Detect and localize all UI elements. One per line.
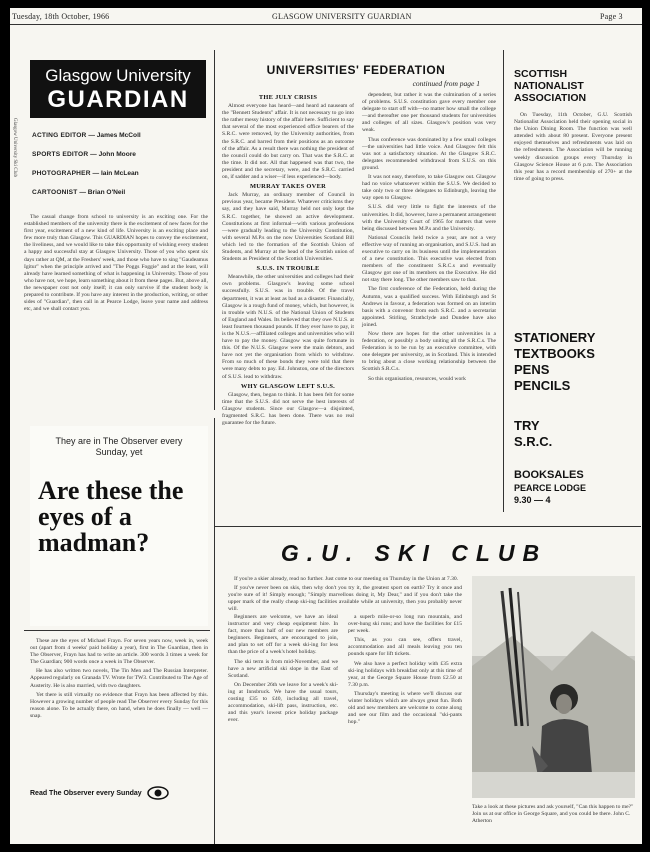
hours-label: 9.30 — 4 bbox=[514, 495, 551, 505]
ski-photo bbox=[472, 576, 635, 798]
observer-headline: Are these the eyes of a madman? bbox=[38, 476, 184, 557]
staff-role: PHOTOGRAPHER bbox=[32, 170, 91, 177]
ski-column-a bbox=[228, 614, 338, 842]
ski-paragraph: Beginners are welcome, we have an ideal instructor and very cheap equipment hire. In fact, more than half of our new members are beginners. Beginners, are encouraged to join, and plan to set off for a week ski-ing for less than the price of a week's hotel holiday. bbox=[228, 614, 338, 656]
column-divider bbox=[503, 50, 504, 512]
ski-paragraph: The ski term is from mid-November, and we have a new artificial ski slope in the East of Scotland. bbox=[228, 658, 338, 679]
article-subhead: WHY GLASGOW LEFT S.U.S. bbox=[240, 382, 336, 390]
try-line: S.R.C. bbox=[514, 434, 553, 449]
snp-title-line: SCOTTISH bbox=[514, 68, 568, 80]
editorial-paragraph: The casual change from school to university is an exciting one. For the established members of the university there is the excitement of new faces for the first year, excitement of a new kind of life. University is an exciting place and few more truly than Glasgow. This GUARDIAN hopes to convey the excitement, the liveliness, and we would like to take this opportunity of wishing every student a happy and successful stay at Glasgow University. Those of you who spent six days rather at QM, at the Freshers' week, and those who have to sing "Gaudeamus Igitur" when the principle arrived and "The Poggs Foggie" and at the least, will already have learned something of what is happening in University. Those of you who have not, we hope, learn something about it from these pages. But, above all, the newspaper cost not only itself; it can only survive if the student body is prepared to contribute. If you have any interest in the production, writing, or other sides of "Guardian", then call in at Pearce Lodge, leave your name and address etc, and we shall contact you. bbox=[24, 214, 208, 313]
lodge-label: PEARCE LODGE bbox=[514, 483, 587, 493]
uf-column-1 bbox=[222, 92, 354, 518]
article-paragraph: Jack Murray, an ordinary member of Council in previous year, became President. Whatever criticisms they say, and they have said, Murray held not only kept the S.R.C. together, he showed an active development. Constitutions at first informal—with various professions—were gradually leading to the University Constitution, with several M.P.s on the now Universities Scotland Bill which led to the formation of the Scottish Union of Students, and Murray at the head of the Scottish union of Students as President of the Scottish Universities. bbox=[222, 192, 354, 263]
observer-body bbox=[30, 638, 208, 782]
staff-entry: CARTOONIST — Brian O'Neil bbox=[32, 189, 126, 196]
observer-tagline: They are in The Observer every Sunday, yet bbox=[55, 436, 183, 457]
article-paragraph: Glasgow, then, began to think. It has been felt for some time that the S.U.S. did not serve the best interests of Glasgow students. Since our Glasgow—a disjointed, fragmented S.R.C. has been done. There was no real guarantee for the future. bbox=[222, 391, 354, 427]
staff-entry: ACTING EDITOR — James McColl bbox=[32, 132, 141, 139]
newspaper-page bbox=[10, 8, 642, 844]
staff-role: SPORTS EDITOR bbox=[32, 151, 89, 158]
editorial-text bbox=[24, 214, 208, 414]
staff-name: John Moore bbox=[98, 151, 136, 158]
staff-entry: PHOTOGRAPHER — Iain McLean bbox=[32, 170, 139, 177]
article-paragraph: So this organisation, resources, would work bbox=[368, 375, 466, 382]
masthead-line1: Glasgow University bbox=[45, 66, 191, 85]
ski-paragraph: We also have a perfect holiday with £35 extra ski-ing holidays with breakfast only at this time of year, at the George Square House from £2.50 at 7.30 p.m. bbox=[348, 660, 462, 688]
snp-title bbox=[514, 68, 632, 104]
staff-name: Iain McLean bbox=[100, 170, 139, 177]
ad-rule bbox=[24, 630, 210, 631]
staff-role: ACTING EDITOR bbox=[32, 132, 87, 139]
article-subhead: S.U.S. IN TROUBLE bbox=[256, 265, 320, 273]
ski-column-b bbox=[348, 614, 462, 842]
uf-continued: continued from page 1 bbox=[412, 79, 480, 88]
staff-role: CARTOONIST bbox=[32, 189, 78, 196]
ski-paragraph: If you've never been on skis, then why don't you try it, the greatest sport on earth? Try it once and you're sure of it! Simply enough; "Simply marvellous doing it, My Dear," and if you don't take the upper mark of the really cheap ski-ing facilities available while at university, then you probably never will. bbox=[228, 585, 462, 613]
photo-caption: Take a look at these pictures and ask yourself, "Can this happen to me?" Join us at our office in George Square, and you could be there. John C. Atherton bbox=[472, 804, 634, 824]
snp-title-line: ASSOCIATION bbox=[514, 92, 587, 104]
article-paragraph: It was not easy, therefore, to take Glasgow out. Glasgow had no voice whatsoever within the S.U.S. We decided to take only two or three delegates to Edinburgh, leaving the way open to Glasgow. bbox=[362, 174, 496, 202]
try-line: TRY bbox=[514, 418, 540, 433]
column-divider bbox=[214, 50, 215, 410]
issue-date: Tuesday, 18th October, 1966 bbox=[12, 12, 110, 21]
article-paragraph: Now there are hopes for the other universities in a federation, or possibly a body uniting all the S.R.C.s. The Federation is to be run by an executive committee, with one delegate per university, as in Scotland. This is intended to bring about a close working relationship between the Scottish S.R.C.s. bbox=[362, 331, 496, 373]
observer-ad bbox=[30, 426, 208, 626]
skier-illustration bbox=[472, 576, 635, 798]
ski-paragraph: If you're a skier already, read no further. Just come to our meeting on Thursday in the Union at 7.30. bbox=[234, 576, 459, 582]
paper-name: GLASGOW UNIVERSITY GUARDIAN bbox=[272, 12, 412, 21]
article-paragraph: The first conference of the Federation, held during the Autumn, was a qualified success. With Edinburgh and St Andrews in favour, a federation was formed on an interim basis with a convenor from each S.R.C. and a secretariat appointed. Stirling, Strathclyde and Dundee have also joined. bbox=[362, 286, 496, 328]
src-ad-items bbox=[514, 330, 595, 394]
article-subhead: MURRAY TAKES OVER bbox=[249, 183, 327, 191]
header-rule bbox=[10, 24, 642, 25]
article-paragraph: dependent, but rather it was the culmination of a series of problems. S.U.S. constitution gave every member one delegate to start off with—no matter how small the college—and thereafter one per thousand students for universities and colleges of all sizes. Glasgow's position was very weak. bbox=[362, 92, 496, 134]
article-paragraph: Meanwhile, the other universities and colleges had their own problems. Glasgow's leaving some school successfully. S.U.S. was in trouble. Of the travel department, it was at least as bad as a disaster. Financially, Glasgow is a rough fund of money, which, but however, is in trouble with N.U.S. of the National Union of Students of England and Wales. Its believed that they owe N.U.S. at least fourteen thousand pounds. If they ever have to pay, it is the N.U.S.—affiliated colleges and universities who will have to pay the money. Glasgow was quite fortunate in this. Of the N.U.S. Glasgow were the main debtors, and have not yet the organisation from which to withdraw. From so much of these bonds they were told that there were many debts to pay. Ed. Johnston, one of the directors of S.U.S. lead to withdraw. bbox=[222, 274, 354, 380]
page-number: Page 3 bbox=[600, 12, 623, 21]
uf-headline: UNIVERSITIES' FEDERATION bbox=[266, 63, 446, 77]
observer-footer bbox=[30, 786, 169, 800]
article-subhead: THE JULY CRISIS bbox=[258, 94, 318, 101]
article-paragraph: Thus conference was dominated by a few small colleges—the universities had little voice. And Glasgow felt this was not a satisfactory situation. At the Glasgow S.R.C. delegates recommended withdrawal from S.U.S. on this ground. bbox=[362, 136, 496, 171]
staff-name: Brian O'Neil bbox=[87, 189, 126, 196]
article-paragraph: Almost everyone has heard—and heard ad nauseam of the "Bennett Students" affair. It is not necessary to go into the rather messy history of the affair here. Sufficient to say that several of the most experienced office bearers of the S.R.C. were removed, by the University authorities, from the S.R.C. and barred from their positions as an outcome of the affair. As a result there was nothing the president of the council could do but carry on. That was the S.R.C. at the time. It did not. All that happened was that two, the president and the secretary, were, and the S.R.C. carried on, if sadder and a wiser—if less experienced—body. bbox=[222, 103, 354, 181]
observer-paragraph: These are the eyes of Michael Frayn. For seven years now, week in, week out (apart from 4 weeks' paid holiday a year), first in The Guardian, then in The Observer, Frayn has had to write an article. 300 words 3 times a week for The Guardian; 900 words once a week in The Observer. bbox=[30, 638, 208, 666]
ad-item: STATIONERY bbox=[514, 330, 596, 345]
ad-item: TEXTBOOKS bbox=[514, 346, 595, 361]
masthead bbox=[30, 60, 206, 118]
ski-paragraph: On December 26th we leave for a week's ski-ing at Innsbruck. We have the usual tours, costing £35 to £40, including all travel, accommodation, ski-lift pass, instruction, etc. and this year's lowest price holiday package ever. bbox=[228, 681, 338, 724]
article-paragraph: National Councils held twice a year, are not a very effective way of running an organisation, and S.U.S. had an executive to carry on its business until the implementation of a new constitution. This executive was elected from members of the constituent S.R.C.s and eventually Glasgow got one of its members on the Executive. He did not stay there long. The other members saw to that. bbox=[362, 234, 496, 284]
src-ad-booksales bbox=[514, 468, 586, 506]
ski-paragraph: a superb mile-or-so long run mountain, and over-hung ski runs; and have the facilities for £15 per week. bbox=[348, 614, 462, 635]
ad-item: PENCILS bbox=[514, 378, 571, 393]
eye-icon bbox=[147, 786, 169, 800]
article-paragraph: S.U.S. did very little to fight the interests of the universities. It did, however, have a permanent arrangement with the University Court of 1965 for matters that were being discussed between M.P.s and the University. bbox=[362, 204, 496, 232]
ski-paragraph: This, as you can see, offers travel, accommodation and all meals leaving you ten pounds spare for lift tickets. bbox=[348, 637, 462, 658]
margin-note: Glasgow University Ski Club bbox=[12, 118, 17, 178]
ski-club-headline: G.U. SKI CLUB bbox=[280, 540, 548, 566]
observer-paragraph: Yet there is still virtually no evidence that Frayn has been affected by this. However a growing number of people read The Observer every Sunday for this reason alone. To be actually there, on hand, when he does finally — well — snap. bbox=[30, 691, 208, 719]
ad-item: PENS bbox=[514, 362, 550, 377]
snp-paragraph: On Tuesday, 11th October, G.U. Scottish Nationalist Association held their opening social in the Union Dining Room. The function was well attended with about 80 present. Everyone present enjoyed themselves and refreshments was laid on the refreshments. The Association will be running weekly discussion groups every Thursday in Glasgow Science House at 6 p.m. The Association this year has a record membership of 270+ at the time of going to press. bbox=[514, 112, 632, 182]
ski-paragraph: Thursday's meeting is where we'll discuss our winter holidays which are always great fun. Both old and new members are welcome to come along and see our film and the occasional "ski-pants hop." bbox=[348, 690, 462, 726]
booksales-label: BOOKSALES bbox=[514, 469, 584, 481]
ski-intro bbox=[228, 576, 462, 613]
masthead-line2: GUARDIAN bbox=[47, 86, 189, 113]
snp-body bbox=[514, 112, 632, 272]
observer-footer-text: Read The Observer every Sunday bbox=[30, 789, 142, 797]
observer-paragraph: He has also written two novels, The Tin Men and The Russian Interpreter. Appeared regularly on Granada TV. Wrote for TW3. Contributed to The Age of Austerity. He is also married, with two daughters. bbox=[30, 668, 208, 689]
staff-entry: SPORTS EDITOR — John Moore bbox=[32, 151, 136, 158]
uf-column-2 bbox=[362, 92, 496, 518]
section-rule bbox=[215, 526, 641, 527]
snp-title-line: NATIONALIST bbox=[514, 80, 584, 92]
src-ad-try bbox=[514, 418, 552, 450]
staff-name: James McColl bbox=[96, 132, 141, 139]
column-divider bbox=[214, 418, 215, 844]
